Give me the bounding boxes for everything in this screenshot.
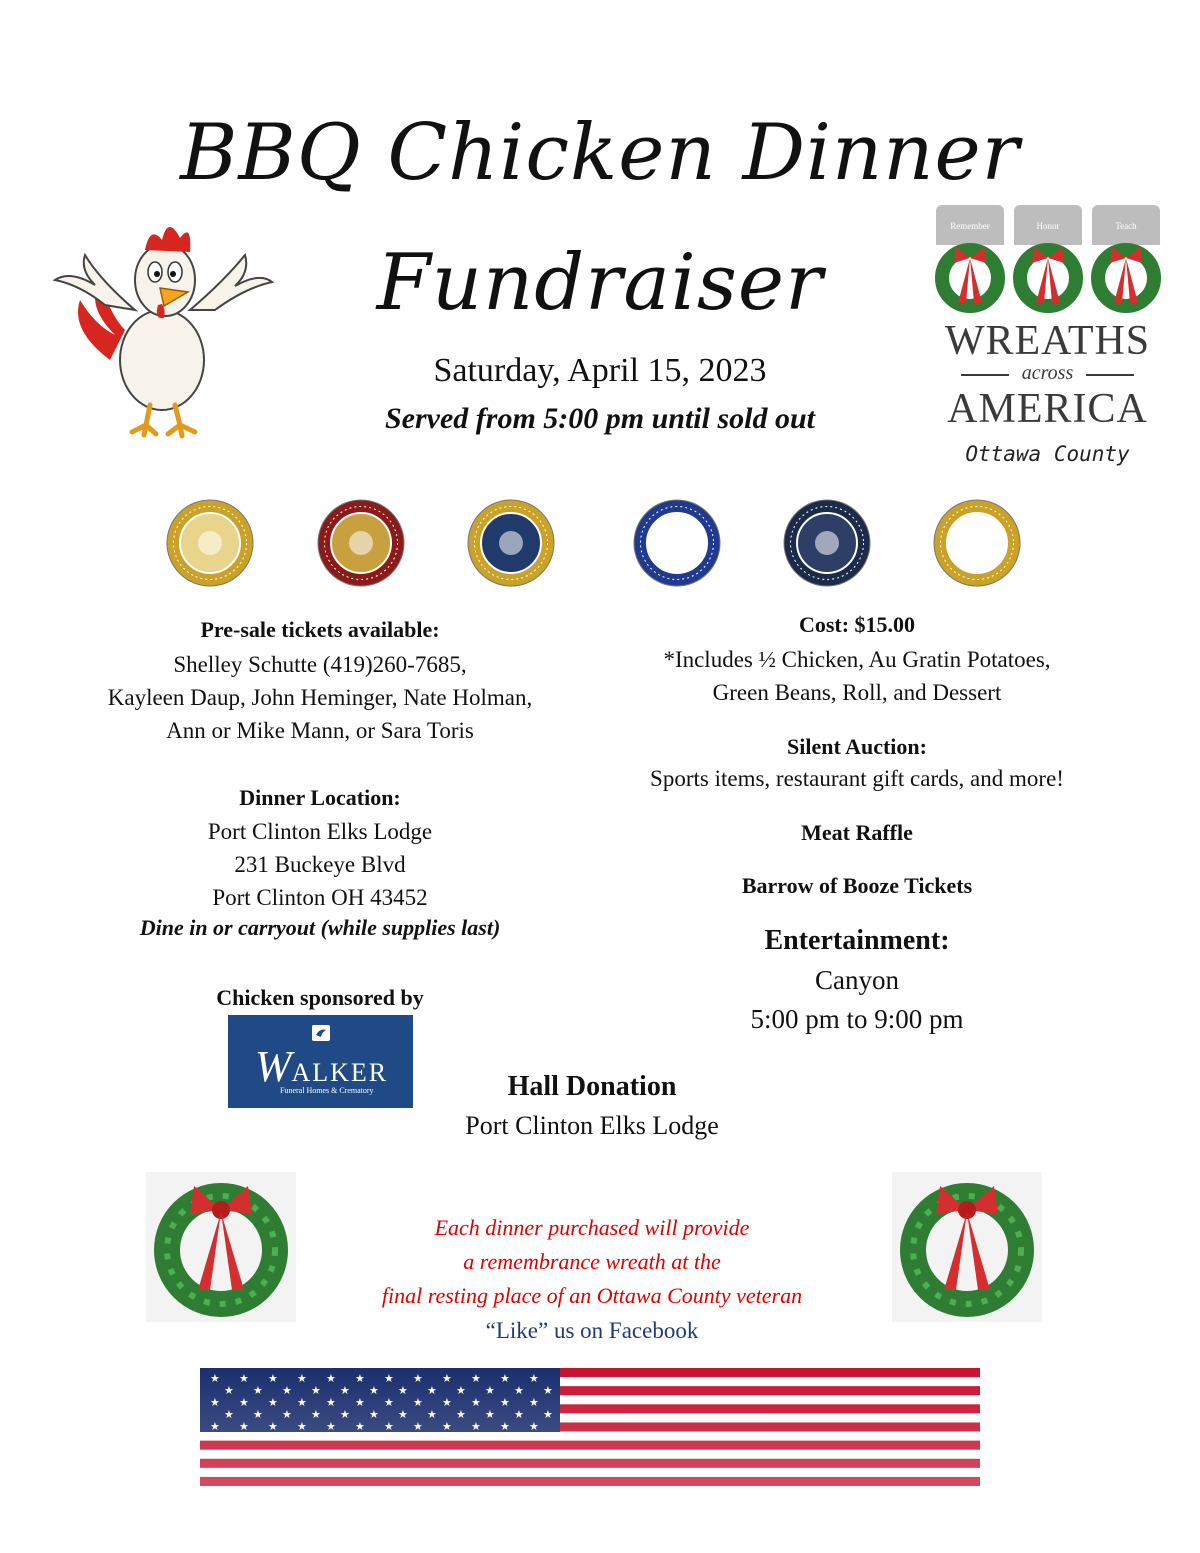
presale-line-2: Kayleen Daup, John Heminger, Nate Holman, xyxy=(107,685,533,710)
cost-line-2: Green Beans, Roll, and Dessert xyxy=(712,680,1002,705)
coast-guard-seal-icon xyxy=(932,498,1022,588)
message-line-3: final resting place of an Ottawa County veteran xyxy=(381,1283,803,1308)
message-line-1: Each dinner purchased will provide xyxy=(434,1215,750,1240)
waa-county: Ottawa County xyxy=(965,442,1130,466)
auction-heading: Silent Auction: xyxy=(787,734,927,759)
location-note: Dine in or carryout (while supplies last) xyxy=(139,915,501,940)
entertainment-heading: Entertainment: xyxy=(764,925,950,956)
location-line-2: 231 Buckeye Blvd xyxy=(234,852,406,877)
waa-across-text: across xyxy=(1021,362,1074,384)
waa-logo xyxy=(930,205,1160,475)
walker-logo-rest: ALKER xyxy=(291,1058,389,1087)
chicken-mascot-icon xyxy=(40,210,275,445)
dove-icon xyxy=(312,1025,330,1041)
hall-heading: Hall Donation xyxy=(507,1071,677,1102)
location-line-1: Port Clinton Elks Lodge xyxy=(207,819,433,844)
location-line-3: Port Clinton OH 43452 xyxy=(212,885,428,910)
barrow-of-booze: Barrow of Booze Tickets xyxy=(741,873,973,898)
entertainment-band: Canyon xyxy=(815,965,899,995)
waa-word-america: AMERICA xyxy=(947,386,1148,432)
air-force-seal-icon xyxy=(632,498,722,588)
entertainment-time: 5:00 pm to 9:00 pm xyxy=(750,1004,964,1034)
american-flag-icon xyxy=(200,1368,980,1486)
marines-seal-icon xyxy=(316,498,406,588)
waa-tab-teach xyxy=(1092,205,1160,245)
auction-text: Sports items, restaurant gift cards, and more! xyxy=(650,766,1064,791)
waa-word-across xyxy=(930,362,1165,385)
waa-tab-remember-label: Remember xyxy=(950,221,990,231)
cost-line-1: *Includes ½ Chicken, Au Gratin Potatoes, xyxy=(663,647,1051,672)
army-seal-icon xyxy=(165,498,255,588)
waa-wreaths-icon xyxy=(930,243,1165,313)
walker-logo-initial: W xyxy=(254,1042,292,1091)
waa-tab-teach-label: Teach xyxy=(1115,221,1137,231)
sponsor-heading: Chicken sponsored by xyxy=(216,985,424,1010)
title-line-2: Fundraiser xyxy=(376,238,824,328)
served-time: Served from 5:00 pm until sold out xyxy=(384,402,816,435)
location-heading: Dinner Location: xyxy=(239,785,401,810)
meat-raffle: Meat Raffle xyxy=(801,820,913,845)
facebook-link[interactable]: “Like” us on Facebook xyxy=(485,1318,699,1343)
hall-text: Port Clinton Elks Lodge xyxy=(465,1111,719,1140)
presale-line-1: Shelley Schutte (419)260-7685, xyxy=(173,652,467,677)
navy-seal-icon xyxy=(466,498,556,588)
space-force-seal-icon xyxy=(782,498,872,588)
message-line-2: a remembrance wreath at the xyxy=(463,1249,721,1274)
presale-line-3: Ann or Mike Mann, or Sara Toris xyxy=(166,718,474,743)
title-line-1: BBQ Chicken Dinner xyxy=(180,108,1020,198)
event-date: Saturday, April 15, 2023 xyxy=(433,352,767,389)
walker-logo-sub: Funeral Homes & Crematory xyxy=(280,1086,374,1095)
waa-tab-honor xyxy=(1014,205,1082,245)
waa-tab-honor-label: Honor xyxy=(1036,221,1060,231)
waa-tab-remember xyxy=(936,205,1004,245)
waa-word-wreaths: WREATHS xyxy=(944,318,1151,364)
cost-heading: Cost: $15.00 xyxy=(798,612,916,637)
presale-heading: Pre-sale tickets available: xyxy=(200,617,440,642)
